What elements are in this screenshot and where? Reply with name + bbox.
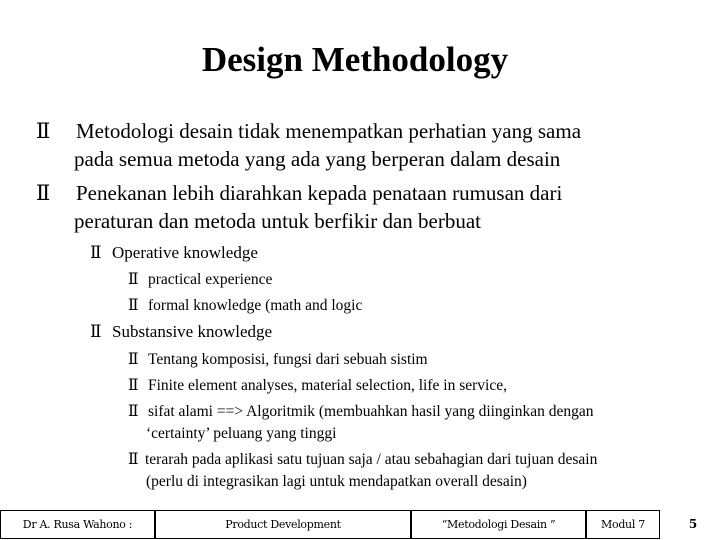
footer-topic: “Metodologi Desain ” [411, 510, 586, 539]
substansive-heading [90, 321, 272, 343]
main-point-1-line1: Metodologi desain tidak menempatkan perhatian yang sama [76, 119, 582, 143]
substansive-item-2 [128, 374, 507, 397]
substansive-item-3-line2: ‘certainty’ peluang yang tinggi [146, 425, 337, 442]
footer-course: Product Development [155, 510, 411, 539]
operative-heading [90, 242, 258, 264]
page-number: 5 [688, 517, 698, 531]
substansive-item-3-text: sifat alami ==> Algoritmik (membuahkan hasil yang diinginkan dengan [148, 403, 594, 420]
substansive-item-4 [128, 448, 597, 471]
substansive-item-3 [128, 400, 594, 423]
bullet-icon: Ⅱ [90, 322, 102, 341]
main-point-2-cont [36, 208, 481, 234]
bullet-icon: Ⅱ [36, 119, 51, 143]
substansive-item-1 [128, 348, 428, 371]
main-point-2-line1: Penekanan lebih diarahkan kepada penataan rumusan dari [76, 181, 563, 205]
operative-item-1 [128, 268, 272, 291]
substansive-item-1-text: Tentang komposisi, fungsi dari sebuah sistim [148, 351, 428, 368]
bullet-icon: Ⅱ [128, 271, 139, 288]
main-point-2-line2: peraturan dan metoda untuk berfikir dan berbuat [74, 209, 482, 233]
substansive-item-4-text: terarah pada aplikasi satu tujuan saja / atau sebahagian dari tujuan desain [145, 451, 598, 468]
slide-title: Design Methodology [201, 40, 509, 79]
bullet-icon: Ⅱ [90, 243, 102, 262]
bullet-icon: Ⅱ [128, 403, 139, 420]
slide-footer [0, 510, 720, 540]
substansive-item-2-text: Finite element analyses, material selection, life in service, [148, 377, 507, 394]
main-point-1-line2: pada semua metoda yang ada yang berperan dalam desain [74, 147, 561, 171]
substansive-item-3-cont [128, 422, 336, 445]
substansive-item-4-line2: (perlu di integrasikan lagi untuk mendapatkan overall desain) [146, 473, 527, 490]
operative-item-1-text: practical experience [148, 271, 273, 288]
bullet-icon: Ⅱ [36, 181, 51, 205]
footer-module: Modul 7 [586, 510, 660, 539]
substansive-label: Substansive knowledge [112, 322, 273, 341]
bullet-icon: Ⅱ [128, 351, 139, 368]
main-point-1-cont [36, 146, 560, 172]
bullet-icon: Ⅱ [128, 297, 139, 314]
operative-label: Operative knowledge [112, 243, 258, 262]
operative-item-2-text: formal knowledge (math and logic [148, 297, 363, 314]
bullet-icon: Ⅱ [128, 451, 139, 468]
main-point-2 [36, 180, 562, 206]
bullet-icon: Ⅱ [128, 377, 139, 394]
operative-item-2 [128, 294, 362, 317]
footer-author: Dr A. Rusa Wahono : [0, 510, 155, 539]
main-point-1 [36, 118, 581, 144]
substansive-item-4-cont [128, 470, 527, 493]
